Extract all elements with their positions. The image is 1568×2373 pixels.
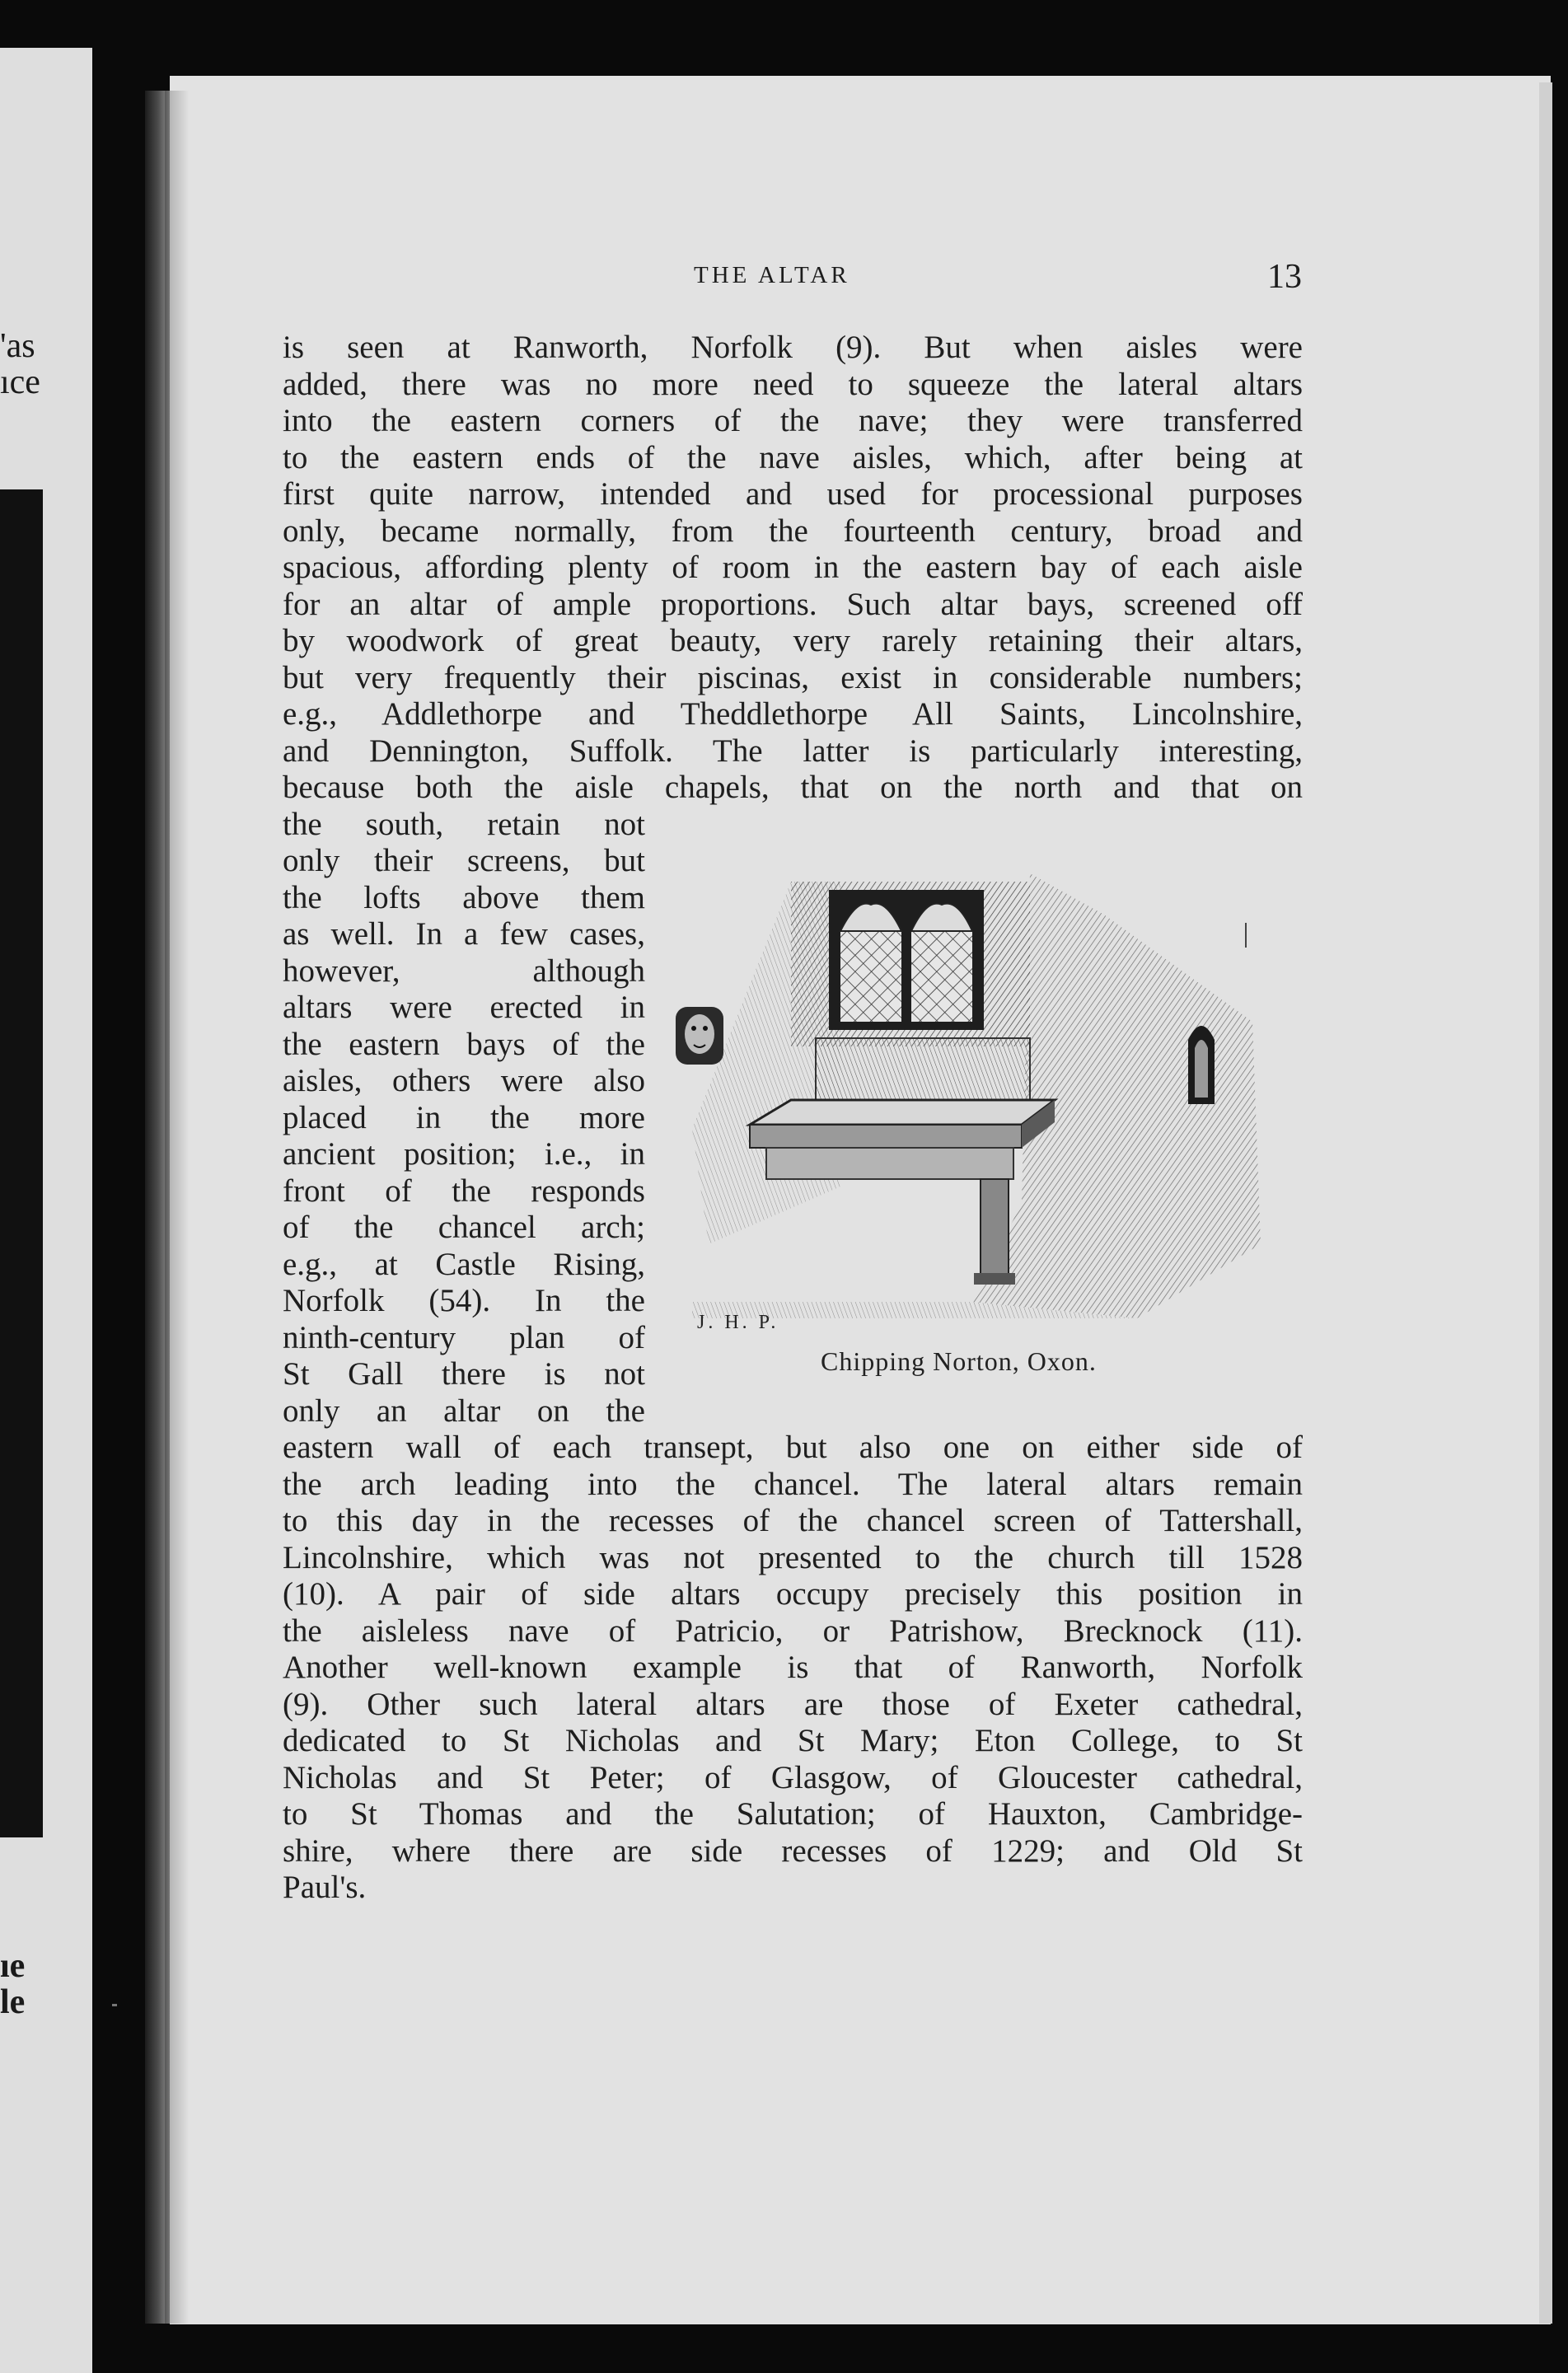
- text-line: altars were erected in: [283, 990, 645, 1025]
- text-line: by woodwork of great beauty, very rarely retaining their altars,: [283, 623, 1303, 658]
- text-line: front of the responds: [283, 1172, 645, 1209]
- text-line: only, became normally, from the fourteenth century, broad and: [283, 513, 1303, 549]
- text-line: Lincolnshire, which was not presented to the church till 1528: [283, 1539, 1303, 1575]
- paragraph-bottom: [283, 1430, 1303, 1907]
- page-edge: [1539, 82, 1552, 2324]
- text-line: e.g., at Castle Rising,: [283, 1246, 645, 1282]
- altar-illustration: [676, 857, 1269, 1318]
- text-line: dedicated to St Nicholas and St Mary; Eton College, to St: [283, 1723, 1303, 1758]
- text-line: of the chancel arch;: [283, 1210, 645, 1245]
- left-page-text-3: ıe: [0, 1947, 26, 1985]
- figure-caption: Chipping Norton, Oxon.: [821, 1346, 1097, 1376]
- text-line: because both the aisle chapels, that on the north and that on: [283, 770, 1303, 805]
- text-line: St Gall there is not: [283, 1356, 645, 1392]
- page-number: 13: [1267, 258, 1302, 296]
- text-line: is seen at Ranworth, Norfolk (9). But when aisles were: [283, 330, 1303, 365]
- text-line: ninth-century plan of: [283, 1319, 645, 1355]
- altar-leg: [981, 1179, 1009, 1278]
- window-left-light: [840, 931, 901, 1022]
- running-head: THE ALTAR: [694, 262, 850, 288]
- text-line: only their screens, but: [283, 843, 645, 878]
- text-line: eastern wall of each transept, but also one on either side of: [283, 1430, 1303, 1465]
- text-line: first quite narrow, intended and used for processional purposes: [283, 476, 1303, 512]
- window-right-light: [911, 931, 972, 1022]
- left-page-text-1: 'as: [0, 327, 35, 365]
- left-page-text-4: le: [0, 1983, 26, 2021]
- text-line: Paul's.: [283, 1870, 367, 1905]
- text-line: the arch leading into the chancel. The lateral altars remain: [283, 1466, 1303, 1502]
- figure-credit: J. H. P.: [697, 1312, 779, 1333]
- text-line: the eastern bays of the: [283, 1026, 645, 1062]
- text-line: spacious, affording plenty of room in the eastern bay of each aisle: [283, 550, 1303, 585]
- wall-niche: [1188, 1026, 1215, 1104]
- text-line: placed in the more: [283, 1099, 645, 1135]
- text-line: e.g., Addlethorpe and Theddlethorpe All Saints, Lincolnshire,: [283, 696, 1303, 732]
- text-line: aisles, others were also: [283, 1063, 645, 1098]
- text-line: to this day in the recesses of the chancel screen of Tattershall,: [283, 1503, 1303, 1538]
- text-line: ancient position; i.e., in: [283, 1136, 645, 1172]
- text-line: as well. In a few cases,: [283, 916, 645, 952]
- margin-mark: [112, 2004, 117, 2006]
- text-line: the south, retain not: [283, 806, 645, 842]
- altar-slab-front: [750, 1125, 1022, 1148]
- paragraph-narrow-column: [283, 807, 645, 1430]
- paragraph-top: [283, 330, 1303, 807]
- text-line: shire, where there are side recesses of 1229; and Old St: [283, 1832, 1303, 1869]
- text-line: however, although: [283, 952, 645, 989]
- text-line: only an altar on the: [283, 1392, 645, 1429]
- text-line: to St Thomas and the Salutation; of Hauxton, Cambridge-: [283, 1796, 1303, 1832]
- text-line: (10). A pair of side altars occupy precisely this position in: [283, 1576, 1303, 1612]
- text-line: the lofts above them: [283, 879, 645, 915]
- altar-slab-top: [750, 1100, 1055, 1125]
- text-line: for an altar of ample proportions. Such altar bays, screened off: [283, 586, 1303, 622]
- gutter-shadow: [165, 91, 190, 2324]
- text-line: but very frequently their piscinas, exist in considerable numbers;: [283, 659, 1303, 695]
- text-line: to the eastern ends of the nave aisles, which, after being at: [283, 439, 1303, 475]
- left-page-image: [0, 489, 43, 1837]
- altar-frieze: [766, 1148, 1013, 1179]
- left-page-fragment: [0, 48, 92, 2373]
- text-line: the aisleless nave of Patricio, or Patrishow, Brecknock (11).: [283, 1612, 1303, 1649]
- text-line: added, there was no more need to squeeze the lateral altars: [283, 366, 1303, 402]
- altar-leg-base: [974, 1273, 1015, 1285]
- left-page-text-2: ıce: [0, 363, 40, 401]
- text-line: Another well-known example is that of Ranworth, Norfolk: [283, 1650, 1303, 1685]
- text-line: (9). Other such lateral altars are those of Exeter cathedral,: [283, 1686, 1303, 1722]
- text-line: and Dennington, Suffolk. The latter is particularly interesting,: [283, 732, 1303, 769]
- text-line: Norfolk (54). In the: [283, 1283, 645, 1318]
- text-line: into the eastern corners of the nave; they were transferred: [283, 403, 1303, 438]
- text-line: Nicholas and St Peter; of Glasgow, of Gloucester cathedral,: [283, 1759, 1303, 1795]
- carved-head-corbel: [676, 1007, 723, 1065]
